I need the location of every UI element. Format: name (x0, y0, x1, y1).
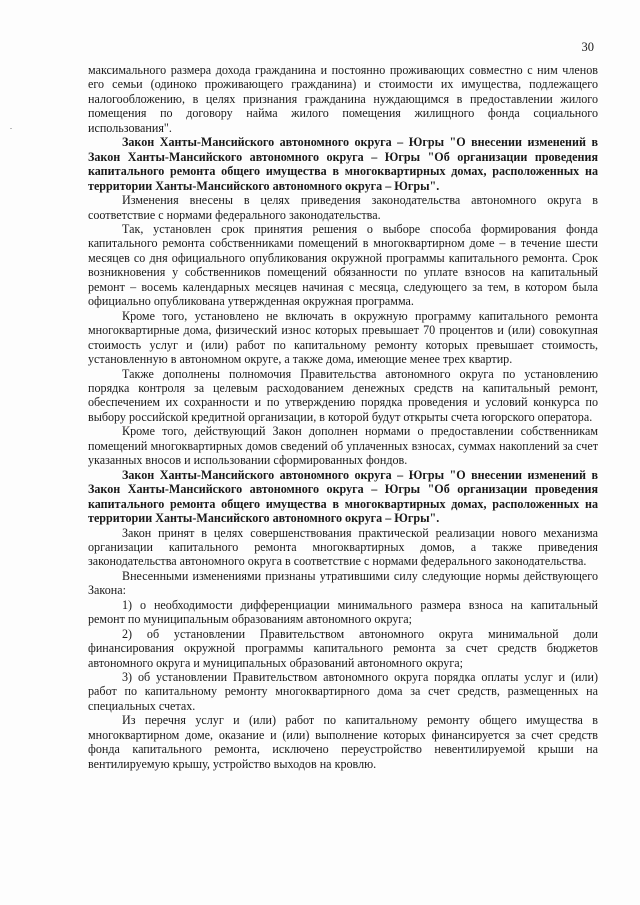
scan-mark (10, 128, 12, 129)
paragraph: Так, установлен срок принятия решения о выборе способа формирования фонда капитального ремонта собственниками помещений в многоквартирном доме – в течение шести месяцев со дня официального опубликования окружной программы капитального ремонта. Срок возникновения у собственников помещений обязанности по уплате взносов на капитальный ремонт – восемь календарных месяцев начиная с месяца, следующего за тем, в котором была официально опубликована утвержденная окружная программа. (88, 221, 598, 309)
page-number: 30 (581, 40, 594, 54)
list-item: 1) о необходимости дифференциации минимального размера взноса на капитальный ремонт по муниципальным образованиям автономного округа; (88, 597, 598, 627)
document-body (88, 63, 598, 771)
law-title: Закон Ханты-Мансийского автономного округа – Югры "О внесении изменений в Закон Ханты-Мансийского автономного округа – Югры "Об организации проведения капитального ремонта общего имущества в многоквартирных домах, расположенных на территории Ханты-Мансийского автономного округа – Югры". (88, 135, 598, 193)
paragraph: Кроме того, действующий Закон дополнен нормами о предоставлении собственникам помещений многоквартирных домов сведений об уплаченных взносах, суммах накоплений за счет указанных вносов и использовании сформированных фондов. (88, 424, 598, 468)
paragraph: Также дополнены полномочия Правительства автономного округа по установлению порядка контроля за целевым расходованием денежных средств на капитальный ремонт, обеспечением их сохранности и по утверждению порядка проведения и условий конкурса по выбору российской кредитной организации, в которой будут открыты счета югорского оператора. (88, 366, 598, 424)
list-item: 3) об установлении Правительством автономного округа порядка оплаты услуг и (или) работ по капитальному ремонту многоквартирного дома за счет средств, размещенных на специальных счетах. (88, 670, 598, 713)
paragraph: Закон принят в целях совершенствования практической реализации нового механизма организации капитального ремонта многоквартирных домов, а также приведения законодательства автономного округа в соответствие с нормами федерального законодательства. (88, 525, 598, 569)
paragraph: Внесенными изменениями признаны утратившими силу следующие нормы действующего Закона: (88, 568, 598, 598)
paragraph: Из перечня услуг и (или) работ по капитальному ремонту общего имущества в многоквартирном доме, оказание и (или) выполнение которых финансируется за счет средств фонда капитального ремонта, исключено переустройство невентилируемой крыши на вентилируемую крышу, устройство выходов на кровлю. (88, 713, 598, 771)
paragraph: Изменения внесены в целях приведения законодательства автономного округа в соответствие с нормами федерального законодательства. (88, 193, 598, 222)
paragraph: максимального размера дохода гражданина и постоянно проживающих совместно с ним членов его семьи (одиноко проживающего гражданина) и стоимости их имущества, подлежащего налогообложению, в целях признания гражданина нуждающимся в предоставлении жилого помещения по договору найма жилого помещения жилищного фонда социального использования". (88, 63, 598, 135)
paragraph: Кроме того, установлено не включать в окружную программу капитального ремонта многоквартирные дома, физический износ которых превышает 70 процентов и (или) совокупная стоимость услуг и (или) работ по капитальному ремонту которых превышает стоимость, установленную в автономном округе, а также дома, имеющие менее трех квартир. (88, 308, 598, 367)
list-item: 2) об установлении Правительством автономного округа минимальной доли финансирования окружной программы капитального ремонта за счет средств бюджетов автономного округа и муниципальных образований автономного округа; (88, 626, 598, 670)
law-title: Закон Ханты-Мансийского автономного округа – Югры "О внесении изменений в Закон Ханты-Мансийского автономного округа – Югры "Об организации проведения капитального ремонта общего имущества в многоквартирных домах, расположенных на территории Ханты-Мансийского автономного округа – Югры". (88, 467, 598, 526)
